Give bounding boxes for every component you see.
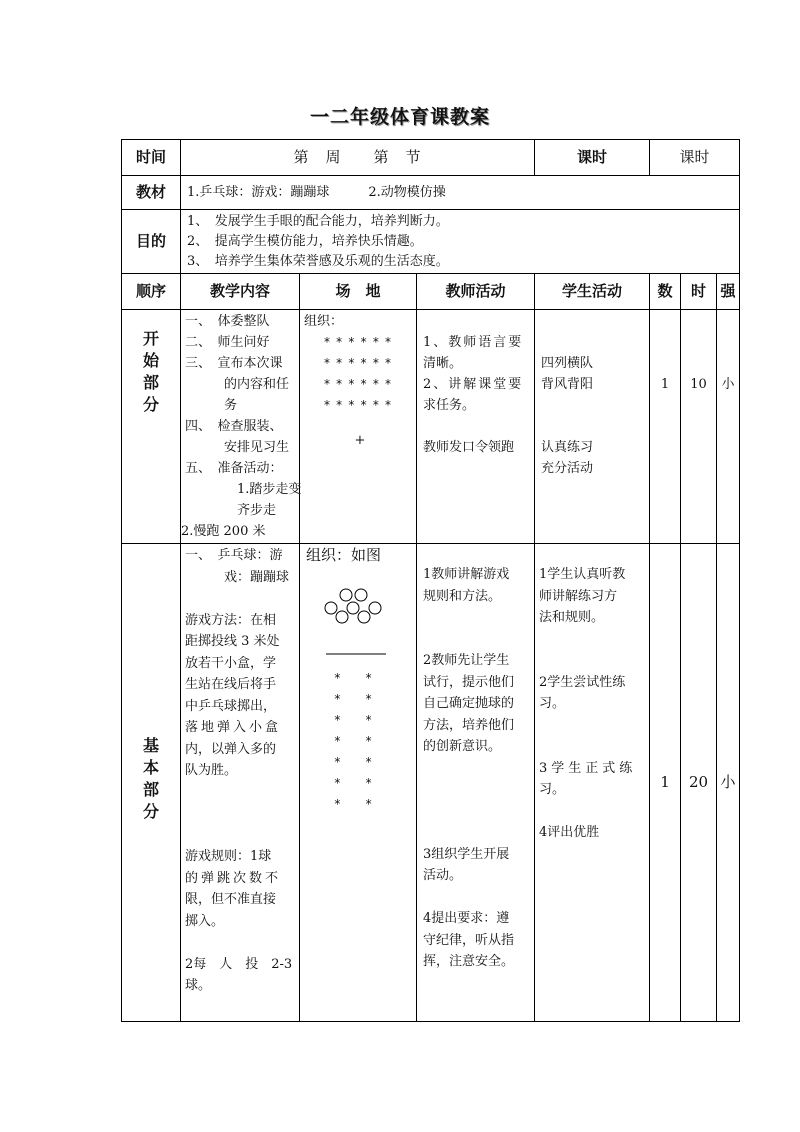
period-value: 课时	[650, 140, 740, 176]
student-line: 习。	[539, 696, 566, 711]
student-line: 法和规则。	[539, 610, 605, 625]
content-line: 的弹跳次数不	[185, 870, 282, 886]
box-circle	[369, 602, 381, 614]
content-line: 齐步走	[185, 503, 277, 518]
student-line	[541, 332, 649, 353]
content-line	[185, 932, 299, 954]
content-line: 限，但不准直接	[185, 892, 277, 907]
content-line: 内，以弹入多的	[185, 741, 277, 757]
student-line: 四列横队	[541, 356, 594, 371]
content-line: 的内容和任	[185, 377, 290, 392]
student-line: 3学生正式练	[539, 760, 637, 776]
col-student: 学生活动	[535, 274, 650, 310]
col-content: 教学内容	[181, 274, 300, 310]
time-value: 第 周 第 节	[181, 140, 535, 176]
teacher-line: 3组织学生开展	[423, 846, 510, 862]
content-line: 球。	[185, 978, 212, 993]
teacher-line: 清晰。	[423, 356, 463, 371]
player-row: * *	[333, 797, 373, 811]
box-circle	[358, 611, 370, 623]
content-line: 落地弹入小盒	[185, 720, 282, 735]
venue-label: 组织：如图	[306, 546, 382, 564]
student-line	[541, 395, 649, 416]
lesson-plan-table	[121, 139, 740, 1022]
teacher-line: 2教师先让学生	[423, 653, 510, 668]
formation-row: ******	[323, 398, 397, 412]
student-line: 认真练习	[541, 440, 594, 455]
content-line: 三、 宣布本次课	[185, 356, 283, 371]
teacher-line: 自己确定抛球的	[423, 696, 515, 711]
content-line	[185, 782, 299, 804]
teacher-line: 的创新意识。	[423, 739, 502, 754]
teacher-line	[423, 887, 534, 909]
teacher-line: 教师发口令领跑	[423, 440, 515, 455]
goal-item: 2、 提高学生模仿能力，培养快乐情趣。	[187, 233, 423, 249]
student-cell	[535, 310, 650, 544]
teacher-line: 4提出要求：遵	[423, 911, 510, 926]
content-line: 务	[185, 398, 238, 413]
student-line: 4评出优胜	[539, 825, 600, 840]
content-line: 游戏方法：在相	[185, 612, 277, 628]
col-time: 时	[681, 274, 717, 310]
content-line: 五、 准备活动：	[185, 461, 283, 476]
content-line: 距掷投线 3 米处	[185, 634, 280, 649]
teacher-line: 1、教师语言要	[423, 335, 524, 350]
boxes-diagram	[306, 582, 406, 662]
box-circle	[355, 589, 367, 601]
content-line: 一、 乒乓球：游	[185, 548, 283, 563]
content-line: 队为胜。	[185, 763, 238, 778]
content-line: 生站在线后将手	[185, 677, 277, 692]
student-cell	[535, 544, 650, 1022]
content-line	[185, 803, 299, 825]
col-venue: 场 地	[300, 274, 417, 310]
student-line	[539, 736, 649, 758]
student-line: 2学生尝试性练	[539, 674, 626, 690]
content-line	[185, 588, 299, 610]
goal-label: 目的	[122, 210, 181, 274]
teacher-marker: +	[354, 433, 366, 448]
intensity-value: 小	[717, 310, 740, 544]
content-line: 中乒乓球掷出，	[185, 698, 277, 714]
time-value: 20	[681, 544, 717, 1022]
count-value: 1	[650, 544, 681, 1022]
page-title: 一二年级体育课教案	[309, 106, 490, 128]
content-line: 二、 师生问好	[185, 335, 270, 350]
venue-cell	[300, 310, 417, 544]
student-line: 背风背阳	[541, 377, 594, 392]
teacher-line	[423, 822, 534, 844]
material-value: 1.乒乓球：游戏：蹦蹦球 2.动物模仿操	[181, 176, 740, 210]
player-row: * *	[333, 734, 373, 748]
goal-item: 3、 培养学生集体荣誉感及乐观的生活态度。	[187, 253, 449, 269]
teacher-cell	[417, 310, 535, 544]
content-line: 戏：蹦蹦球	[185, 569, 290, 585]
student-line	[539, 629, 649, 651]
col-teacher: 教师活动	[417, 274, 535, 310]
content-line	[185, 825, 299, 847]
player-row: * *	[333, 755, 373, 769]
teacher-line: 活动。	[423, 868, 463, 883]
col-order: 顺序	[122, 274, 181, 310]
student-line	[539, 650, 649, 672]
intensity-value: 小	[717, 544, 740, 1022]
teacher-line: 求任务。	[423, 398, 476, 413]
teacher-line: 1教师讲解游戏	[423, 567, 510, 582]
content-line: 2每 人 投 2-3	[185, 956, 293, 972]
student-line: 充分活动	[541, 461, 594, 476]
venue-label: 组织：	[304, 314, 344, 329]
student-line: 习。	[539, 782, 566, 797]
content-line: 四、 检查服装、	[185, 419, 283, 434]
box-circle	[340, 589, 352, 601]
material-label: 教材	[122, 176, 181, 210]
col-intensity: 强	[717, 274, 740, 310]
teacher-line: 试行，提示他们	[423, 674, 515, 690]
student-line	[541, 416, 649, 437]
teacher-line	[423, 801, 534, 823]
formation-row: ******	[323, 377, 397, 391]
period-label: 课时	[535, 140, 650, 176]
player-row: * *	[333, 713, 373, 727]
teacher-line	[423, 758, 534, 780]
content-line: 1.踏步走变	[185, 482, 302, 497]
section-name: 基 本 部 分	[122, 544, 181, 1022]
content-line: 安排见习生	[185, 440, 290, 455]
formation-row: ******	[323, 356, 397, 370]
player-row: * *	[333, 692, 373, 706]
student-line	[539, 715, 649, 737]
teacher-cell	[417, 544, 535, 1022]
teacher-line: 规则和方法。	[423, 588, 502, 604]
section-row-start	[122, 310, 740, 544]
content-line: 一、 体委整队	[185, 314, 270, 329]
content-line: 放若干小盒，学	[185, 655, 277, 671]
content-line: 2.慢跑 200 米	[181, 524, 266, 539]
teacher-line	[423, 607, 534, 629]
content-line: 掷入。	[185, 913, 225, 929]
student-line: 1学生认真听教	[539, 567, 626, 582]
teacher-line: 守纪律，听从指	[423, 932, 515, 948]
section-name: 开 始 部 分	[122, 310, 181, 544]
teacher-line	[423, 629, 534, 651]
teacher-line: 方法，培养他们	[423, 717, 515, 733]
player-row: * *	[333, 671, 373, 685]
box-circle	[347, 602, 359, 614]
count-value: 1	[650, 310, 681, 544]
teacher-line: 挥，注意安全。	[423, 954, 515, 969]
time-value: 10	[681, 310, 717, 544]
formation-row: ******	[323, 335, 397, 349]
venue-cell	[300, 544, 417, 1022]
col-count: 数	[650, 274, 681, 310]
box-circle	[336, 611, 348, 623]
teacher-line	[423, 779, 534, 801]
player-row: * *	[333, 776, 373, 790]
student-line: 师讲解练习方	[539, 588, 618, 604]
student-line	[539, 801, 649, 823]
goal-item: 1、 发展学生手眼的配合能力，培养判断力。	[187, 213, 449, 229]
content-line: 游戏规则：1球	[185, 849, 272, 864]
goal-list	[181, 210, 740, 274]
content-cell	[181, 544, 300, 1022]
content-cell	[181, 310, 300, 544]
section-row-basic	[122, 544, 740, 1022]
box-circle	[325, 602, 337, 614]
teacher-line	[423, 416, 534, 437]
time-label: 时间	[122, 140, 181, 176]
teacher-line: 2、讲解课堂要	[423, 377, 524, 392]
